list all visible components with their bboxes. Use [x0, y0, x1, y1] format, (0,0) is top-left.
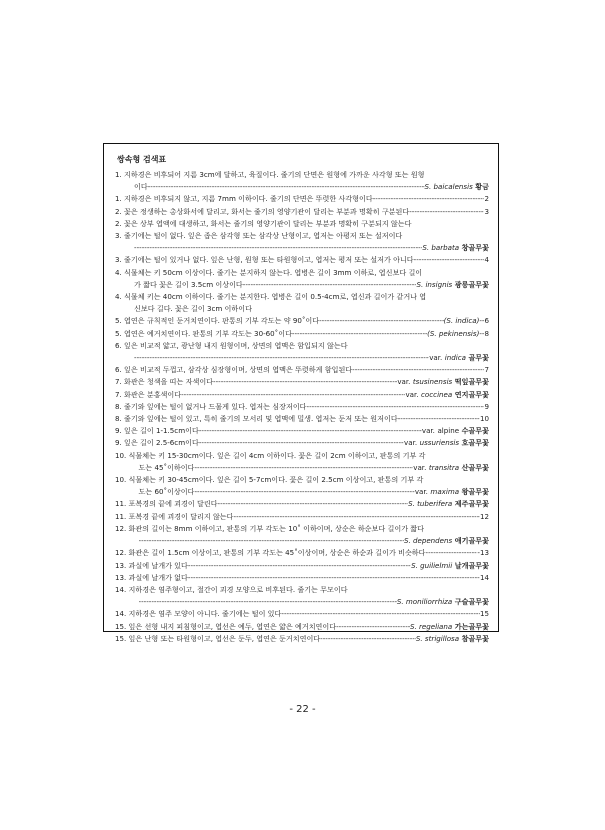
entry-line	[129, 547, 489, 559]
entry-line	[124, 352, 489, 364]
entry-result	[484, 401, 489, 413]
scientific-name: S. guilielmii	[411, 560, 453, 570]
next-couplet-ref: 9	[484, 401, 489, 411]
entry-text: 잎은 비교적 얇고, 광난형 내지 원형이며, 상면의 엽맥은 함입되지 않는다	[124, 340, 348, 350]
next-couplet-ref: -13	[477, 548, 489, 558]
key-entry	[115, 584, 489, 608]
key-entry	[115, 413, 489, 425]
key-entry	[115, 364, 489, 376]
entry-text: 줄기에는 털이 있거나 없다. 잎은 난형, 원형 또는 타원형이고, 엽저는 평저 또는 설저가 아니다	[124, 255, 414, 265]
entry-line	[124, 425, 489, 437]
entry-text: 꽃은 상부 엽액에 대생하고, 화서는 줄기의 영양기관이 달리는 부분과 명확히 구분되지 않는다	[124, 218, 412, 228]
entry-text: 지하경은 염주 모양이 아니다. 줄기에는 털이 있다	[128, 609, 282, 619]
entry-line	[129, 523, 489, 535]
entry-line	[124, 364, 489, 376]
dash-leader	[319, 315, 444, 327]
entry-result	[405, 389, 489, 401]
entry-result	[477, 547, 489, 559]
entry-text: 줄기와 잎에는 털이 없거나 드물게 있다. 엽저는 심장저이다	[124, 401, 307, 411]
scientific-name: (S. pekinensis)	[427, 328, 480, 338]
entry-text: 화관의 길이는 8mm 이하이고, 판통의 기부 각도는 10˚ 이하이며, 상순은 하순보다 길이가 짧다	[128, 523, 425, 533]
dash-leader	[188, 572, 480, 584]
entry-line	[124, 376, 489, 388]
dash-leader	[148, 181, 425, 193]
dash-leader	[292, 328, 427, 340]
entry-result	[404, 535, 489, 547]
identification-key-box	[103, 143, 499, 643]
dash-leader	[218, 498, 409, 510]
entry-result	[422, 425, 489, 437]
key-entry	[115, 401, 489, 413]
next-couplet-ref: 4	[484, 255, 489, 265]
next-couplet-ref: --8	[479, 328, 489, 338]
entry-number: 11.	[115, 499, 129, 509]
entry-text: 잎은 길이 1-1.5cm이다	[124, 426, 199, 436]
dash-leader	[281, 608, 480, 620]
entry-text: 포복경의 끝에 괴경이 달린다	[128, 499, 218, 509]
korean-name: 수골무꽃	[461, 426, 489, 436]
scientific-name: S. baicalensis	[424, 182, 473, 192]
page-number: - 22 -	[289, 704, 316, 715]
entry-line	[124, 181, 489, 193]
dash-leader	[336, 621, 410, 633]
entry-number: 3.	[115, 255, 125, 265]
dash-leader	[181, 389, 405, 401]
korean-name: 애기골무꽃	[454, 536, 489, 546]
entry-text: 도는 45˚이하이다	[138, 462, 195, 472]
dash-leader	[414, 254, 485, 266]
var-prefix: var.	[397, 377, 411, 387]
var-prefix: var.	[413, 462, 427, 472]
entry-line	[124, 315, 489, 327]
key-entries	[115, 169, 489, 645]
korean-name: 창골무꽃	[461, 243, 489, 253]
entry-line	[129, 498, 489, 510]
entry-line	[124, 193, 489, 205]
entry-text: 줄기에는 털이 없다. 잎은 좁은 삼각형 또는 삼각상 난형이고, 엽저는 아평저 또는 설저이다	[124, 231, 403, 241]
korean-name: 호골무꽃	[461, 438, 489, 448]
korean-name: 산골무꽃	[461, 462, 489, 472]
entry-number: 14.	[115, 609, 129, 619]
entry-text: 잎은 난형 또는 타원형이고, 엽선은 둔두, 엽연은 둔거치연이다	[128, 633, 321, 643]
scientific-name: maxima	[430, 487, 460, 497]
entry-number: 3.	[115, 231, 125, 241]
var-prefix: var.	[429, 353, 443, 363]
entry-result	[416, 279, 489, 291]
key-entry	[115, 169, 489, 193]
key-entry	[115, 450, 489, 474]
entry-result	[408, 498, 489, 510]
next-couplet-ref: 3	[484, 206, 489, 216]
entry-result	[397, 596, 489, 608]
entry-number: 8.	[115, 401, 125, 411]
entry-line	[129, 450, 489, 462]
entry-number: 8.	[115, 414, 125, 424]
key-entry	[115, 425, 489, 437]
entry-number: 4.	[115, 292, 125, 302]
korean-name: 제주골무꽃	[454, 499, 489, 509]
next-couplet-ref: 15	[479, 609, 489, 619]
entry-result	[404, 437, 489, 449]
entry-line	[129, 486, 489, 498]
korean-name: 왕골무꽃	[461, 487, 489, 497]
scientific-name: indica	[444, 353, 466, 363]
entry-text: 지하경은 염주형이고, 절간이 괴경 모양으로 비후된다. 줄기는 무모이다	[128, 584, 348, 594]
dash-leader	[199, 437, 404, 449]
dash-leader	[398, 413, 480, 425]
entry-number: 11.	[115, 511, 129, 521]
var-prefix: var.	[421, 426, 435, 436]
var-prefix: var.	[404, 438, 418, 448]
key-entry	[115, 572, 489, 584]
next-couplet-ref: 10	[479, 414, 489, 424]
entry-number: 13.	[115, 560, 129, 570]
key-entry	[115, 608, 489, 620]
next-couplet-ref: 14	[479, 572, 489, 582]
dash-leader	[188, 560, 411, 572]
key-entry	[115, 498, 489, 510]
entry-number: 5.	[115, 316, 125, 326]
key-entry	[115, 218, 489, 230]
entry-result	[410, 621, 489, 633]
dash-leader	[234, 511, 480, 523]
entry-result	[484, 193, 489, 205]
entry-line	[129, 584, 489, 596]
entry-text: 지하경은 비후되어 지름 3cm에 달하고, 육질이다. 줄기의 단면은 원형에 가까운 사각형 또는 원형	[124, 170, 425, 179]
entry-number: 1.	[115, 170, 125, 179]
entry-line	[124, 401, 489, 413]
entry-number: 5.	[115, 328, 125, 338]
entry-result	[484, 206, 489, 218]
scientific-name: (S. indica)	[443, 316, 480, 326]
entry-number: 2.	[115, 218, 125, 228]
scientific-name: S. moniliorrhiza	[396, 597, 453, 607]
key-entry	[115, 267, 489, 291]
entry-line	[124, 328, 489, 340]
key-entry	[115, 193, 489, 205]
korean-name: 참골무꽃	[461, 633, 489, 643]
entry-line	[124, 267, 489, 279]
entry-line	[124, 340, 489, 352]
entry-line	[129, 511, 489, 523]
entry-number: 6.	[115, 365, 125, 375]
scientific-name: S. barbata	[422, 243, 460, 253]
entry-result	[427, 328, 489, 340]
korean-name: 황금	[475, 182, 489, 192]
entry-result	[480, 608, 489, 620]
entry-number: 6.	[115, 340, 125, 350]
scientific-name: S. dependens	[403, 536, 453, 546]
entry-text: 엽연은 규칙적인 둔거치연이다. 판통의 기부 각도는 약 90˚이다	[124, 316, 320, 326]
entry-number: 14.	[115, 584, 129, 594]
entry-text: 이다	[134, 182, 148, 192]
entry-line	[124, 413, 489, 425]
entry-number: 4.	[115, 267, 125, 277]
key-entry	[115, 291, 489, 315]
entry-text: 가 짧다 꽃은 길이 3.5cm 이상이다	[134, 279, 243, 289]
key-entry	[115, 206, 489, 218]
korean-name: 연지골무꽃	[454, 389, 489, 399]
key-entry	[115, 474, 489, 498]
dash-leader	[243, 279, 417, 291]
entry-number: 12.	[115, 523, 129, 533]
entry-text: 엽연은 예거치연이다. 판통의 기부 각도는 30-60˚이다	[124, 328, 292, 338]
entry-text: 식물체는 키 30-45cm이다. 잎은 길이 5-7cm이다. 꽃은 길이 2.5cm 이상이고, 판통의 기부 각	[128, 475, 424, 485]
entry-result	[480, 511, 489, 523]
entry-result	[484, 364, 489, 376]
entry-number: 9.	[115, 438, 125, 448]
entry-line	[129, 572, 489, 584]
entry-result	[397, 376, 489, 388]
scientific-name: S. insignis	[416, 279, 453, 289]
entry-result	[415, 486, 489, 498]
entry-result	[429, 352, 489, 364]
entry-text: 꽃은 정생하는 총상화서에 달리고, 화서는 줄기의 영양기관이 달리는 부분과 명확히 구분된다	[124, 206, 410, 216]
dash-leader	[213, 376, 397, 388]
entry-line	[129, 608, 489, 620]
key-entry	[115, 376, 489, 388]
key-entry	[115, 389, 489, 401]
entry-line	[124, 291, 489, 303]
entry-text: 과실에 날개가 없다	[128, 572, 188, 582]
entry-result	[480, 413, 489, 425]
entry-result	[422, 242, 489, 254]
entry-text: 줄기와 잎에는 털이 있고, 특히 줄기의 모서리 및 엽맥에 밀생. 엽저는 둔저 또는 원저이다	[124, 414, 398, 424]
entry-text: 식물체는 키 50cm 이상이다. 줄기는 분지하지 않는다. 엽병은 길이 3mm 이하로, 엽신보다 길이	[124, 267, 423, 277]
entry-result	[411, 560, 489, 572]
korean-name: 날개골무꽃	[454, 560, 489, 570]
entry-text: 화관은 길이 1.5cm 이상이고, 판통의 기부 각도는 45˚이상이며, 상순은 하순과 길이가 비슷하다	[128, 548, 426, 558]
korean-name: 떡잎골무꽃	[454, 377, 489, 387]
key-title: 쌍속형 검색표	[117, 155, 167, 164]
entry-text: 화관은 분홍색이다	[124, 389, 182, 399]
entry-text: 잎은 비교적 두껍고, 삼각상 심장형이며, 상면의 엽맥은 뚜렷하게 함입된다	[124, 365, 353, 375]
entry-number: 10.	[115, 450, 129, 460]
entry-line	[129, 474, 489, 486]
scientific-name: tsusinensis	[412, 377, 453, 387]
key-entry	[115, 511, 489, 523]
entry-text: 지하경은 비후되지 않고, 지름 7mm 이하이다. 줄기의 단면은 뚜렷한 사각형이다	[124, 194, 373, 204]
scientific-name: ussuriensis	[419, 438, 460, 448]
entry-line	[129, 621, 489, 633]
dash-leader	[409, 206, 484, 218]
dash-leader	[195, 462, 414, 474]
entry-number: 13.	[115, 572, 129, 582]
scientific-name: S. tuberifera	[408, 499, 453, 509]
entry-text: 신보다 길다. 꽃은 길이 3cm 이하이다	[134, 304, 252, 314]
key-entry	[115, 523, 489, 547]
next-couplet-ref: 12	[479, 511, 489, 521]
key-entry	[115, 560, 489, 572]
entry-line	[129, 535, 489, 547]
key-entry	[115, 340, 489, 364]
next-couplet-ref: --6	[479, 316, 489, 326]
entry-number: 15.	[115, 633, 129, 643]
dash-leader	[307, 401, 485, 413]
next-couplet-ref: 7	[484, 365, 489, 375]
dash-leader	[199, 425, 422, 437]
entry-number: 10.	[115, 475, 129, 485]
entry-text: 식물체는 키 15-30cm이다. 잎은 길이 4cm 이하이다. 꽃은 길이 2cm 이하이고, 판통의 기부 각	[128, 450, 426, 460]
entry-line	[129, 633, 489, 645]
entry-result	[484, 254, 489, 266]
scientific-name: S. regeliana	[409, 621, 453, 631]
entry-text: 도는 60˚이상이다	[138, 487, 195, 497]
korean-name: 골무꽃	[468, 353, 489, 363]
key-entry	[115, 621, 489, 633]
dash-leader	[426, 547, 478, 559]
scientific-name: transitra	[428, 462, 460, 472]
scientific-name: S. strigillosa	[415, 633, 460, 643]
entry-line	[124, 230, 489, 242]
entry-number: 12.	[115, 548, 129, 558]
entry-line	[124, 437, 489, 449]
key-entry	[115, 547, 489, 559]
entry-result	[413, 462, 489, 474]
entry-text: 과실에 날개가 있다	[128, 560, 188, 570]
entry-number: 15.	[115, 621, 129, 631]
dash-leader	[195, 486, 415, 498]
key-entry	[115, 315, 489, 327]
entry-text: 포복경 끝에 괴경이 달리지 않는다	[128, 511, 234, 521]
entry-number: 2.	[115, 206, 125, 216]
entry-line	[124, 389, 489, 401]
entry-text: 잎은 길이 2.5-6cm이다	[124, 438, 199, 448]
entry-line	[124, 169, 489, 181]
entry-number: 1.	[115, 194, 125, 204]
key-entry	[115, 328, 489, 340]
dash-leader	[134, 242, 422, 254]
entry-text: 잎은 선형 내지 피침형이고, 엽선은 예두, 엽연은 얇은 예거치연이다	[128, 621, 337, 631]
scientific-name: coccinea	[421, 389, 453, 399]
entry-text: 화관은 청색을 띠는 자색이다	[124, 377, 214, 387]
entry-number: 7.	[115, 389, 125, 399]
next-couplet-ref: 2	[484, 194, 489, 204]
entry-number: 9.	[115, 426, 125, 436]
key-entry	[115, 437, 489, 449]
entry-result	[480, 572, 489, 584]
entry-line	[124, 242, 489, 254]
entry-result	[444, 315, 489, 327]
entry-line	[129, 560, 489, 572]
dash-leader	[139, 535, 404, 547]
entry-line	[124, 206, 489, 218]
dash-leader	[352, 364, 484, 376]
entry-line	[124, 218, 489, 230]
entry-line	[124, 303, 489, 315]
entry-text: 식물체 키는 40cm 이하이다. 줄기는 분지한다. 엽병은 길이 0.5-4cm로, 엽신과 길이가 같거나 엽	[124, 292, 427, 302]
dash-leader	[134, 352, 429, 364]
entry-line	[124, 254, 489, 266]
entry-result	[425, 181, 489, 193]
entry-line	[129, 462, 489, 474]
key-entry	[115, 633, 489, 645]
entry-result	[416, 633, 489, 645]
entry-number: 7.	[115, 377, 125, 387]
entry-line	[124, 279, 489, 291]
key-entry	[115, 254, 489, 266]
scientific-name: alpine	[437, 426, 460, 436]
korean-name: 가는골무꽃	[454, 621, 489, 631]
entry-line	[129, 596, 489, 608]
key-entry	[115, 230, 489, 254]
dash-leader	[373, 193, 485, 205]
dash-leader	[139, 596, 397, 608]
var-prefix: var.	[414, 487, 428, 497]
korean-name: 광릉골무꽃	[454, 279, 489, 289]
korean-name: 구슬골무꽃	[454, 597, 489, 607]
var-prefix: var.	[405, 389, 419, 399]
dash-leader	[320, 633, 416, 645]
